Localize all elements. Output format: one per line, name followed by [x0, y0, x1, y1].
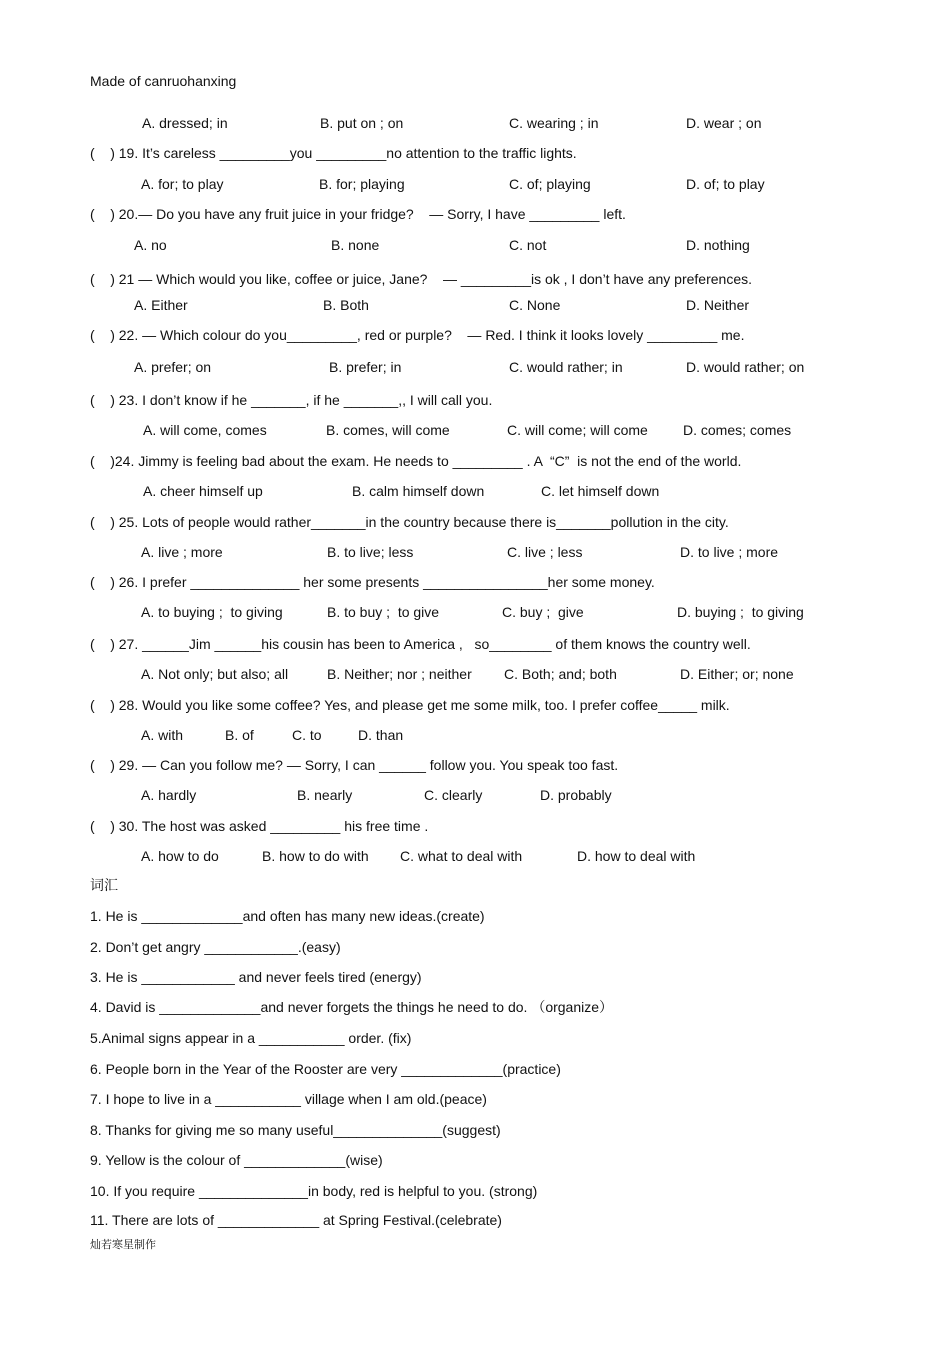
option-a: A. cheer himself up: [143, 483, 263, 499]
option-d: D. probably: [540, 787, 612, 803]
vocab-item: 6. People born in the Year of the Rooster are very _____________(practice): [90, 1061, 561, 1077]
question-20: ( ) 20.— Do you have any fruit juice in your fridge? — Sorry, I have _________ left.: [90, 206, 626, 222]
option-c: C. what to deal with: [400, 848, 523, 864]
option-b: B. for; playing: [319, 176, 405, 192]
vocab-item: 9. Yellow is the colour of _____________(wise): [90, 1152, 383, 1168]
option-c: C. will come; will come: [507, 422, 648, 438]
option-a: A. Either: [134, 297, 188, 313]
page-footer: 灿若寒星制作: [90, 1239, 156, 1251]
option-c: C. buy ; give: [502, 604, 584, 620]
option-d: D. comes; comes: [683, 422, 792, 438]
option-c: C. wearing ; in: [509, 115, 599, 131]
option-a: A. to buying ; to giving: [141, 604, 283, 620]
question-27: ( ) 27. ______Jim ______his cousin has been to America , so________ of them knows the country well.: [90, 636, 751, 652]
option-c: C. of; playing: [509, 176, 591, 192]
question-19: ( ) 19. It’s careless _________you _________no attention to the traffic lights.: [90, 145, 577, 161]
option-d: D. buying ; to giving: [677, 604, 804, 620]
option-b: B. of: [225, 727, 254, 743]
option-a: A. hardly: [141, 787, 197, 803]
option-d: D. than: [358, 727, 404, 743]
vocab-item: 1. He is _____________and often has many new ideas.(create): [90, 908, 485, 924]
vocab-item: 8. Thanks for giving me so many useful______________(suggest): [90, 1122, 501, 1138]
option-b: B. to buy ; to give: [327, 604, 440, 620]
option-a: A. dressed; in: [142, 115, 228, 131]
option-d: D. of; to play: [686, 176, 765, 192]
option-c: C. None: [509, 297, 561, 313]
option-d: D. to live ; more: [680, 544, 779, 560]
option-a: A. for; to play: [141, 176, 224, 192]
page-header: Made of canruohanxing: [90, 73, 237, 89]
option-c: C. not: [509, 237, 547, 253]
question-23: ( ) 23. I don’t know if he _______, if he _______,, I will call you.: [90, 392, 493, 408]
option-c: C. clearly: [424, 787, 483, 803]
option-c: C. to: [292, 727, 322, 743]
vocab-item: 10. If you require ______________in body, red is helpful to you. (strong): [90, 1183, 538, 1199]
vocab-item: 3. He is ____________ and never feels tired (energy): [90, 969, 422, 985]
question-28: ( ) 28. Would you like some coffee? Yes, and please get me some milk, too. I prefer coffee_____ milk.: [90, 697, 730, 713]
option-b: B. put on ; on: [320, 115, 404, 131]
option-b: B. Both: [323, 297, 369, 313]
vocab-item: 7. I hope to live in a ___________ village when I am old.(peace): [90, 1091, 487, 1107]
option-a: A. how to do: [141, 848, 219, 864]
option-a: A. Not only; but also; all: [141, 666, 289, 682]
option-c: C. let himself down: [541, 483, 660, 499]
vocab-item: 2. Don’t get angry ____________.(easy): [90, 939, 341, 955]
question-21: ( ) 21 — Which would you like, coffee or juice, Jane? — _________is ok , I don’t have any preferences.: [90, 271, 752, 287]
option-a: A. prefer; on: [134, 359, 212, 375]
option-d: D. Neither: [686, 297, 750, 313]
vocab-item: 11. There are lots of _____________ at Spring Festival.(celebrate): [90, 1212, 502, 1228]
vocab-item: 5.Animal signs appear in a ___________ order. (fix): [90, 1030, 412, 1046]
option-b: B. calm himself down: [352, 483, 485, 499]
question-30: ( ) 30. The host was asked _________ his free time .: [90, 818, 429, 834]
option-b: B. comes, will come: [326, 422, 450, 438]
option-c: C. would rather; in: [509, 359, 623, 375]
question-25: ( ) 25. Lots of people would rather_______in the country because there is_______pollution in the city.: [90, 514, 729, 530]
vocab-item: 4. David is _____________and never forgets the things he need to do. （organize）: [90, 999, 614, 1015]
option-b: B. to live; less: [327, 544, 414, 560]
question-22: ( ) 22. — Which colour do you_________, red or purple? — Red. I think it looks lovely _________ me.: [90, 327, 745, 343]
option-d: D. wear ; on: [686, 115, 762, 131]
question-24: ( )24. Jimmy is feeling bad about the exam. He needs to _________ . A “C” is not the end of the world.: [90, 453, 742, 469]
option-a: A. with: [141, 727, 184, 743]
option-b: B. nearly: [297, 787, 353, 803]
option-c: C. Both; and; both: [504, 666, 617, 682]
option-b: B. none: [331, 237, 380, 253]
question-26: ( ) 26. I prefer ______________ her some presents ________________her some money.: [90, 574, 655, 590]
option-a: A. no: [134, 237, 167, 253]
vocab-section-title: 词汇: [90, 877, 118, 893]
question-29: ( ) 29. — Can you follow me? — Sorry, I can ______ follow you. You speak too fast.: [90, 757, 619, 773]
option-a: A. live ; more: [141, 544, 223, 560]
option-d: D. nothing: [686, 237, 750, 253]
option-b: B. prefer; in: [329, 359, 402, 375]
option-c: C. live ; less: [507, 544, 583, 560]
option-a: A. will come, comes: [143, 422, 267, 438]
option-d: D. Either; or; none: [680, 666, 794, 682]
option-d: D. how to deal with: [577, 848, 696, 864]
option-b: B. Neither; nor ; neither: [327, 666, 472, 682]
option-d: D. would rather; on: [686, 359, 805, 375]
option-b: B. how to do with: [262, 848, 369, 864]
